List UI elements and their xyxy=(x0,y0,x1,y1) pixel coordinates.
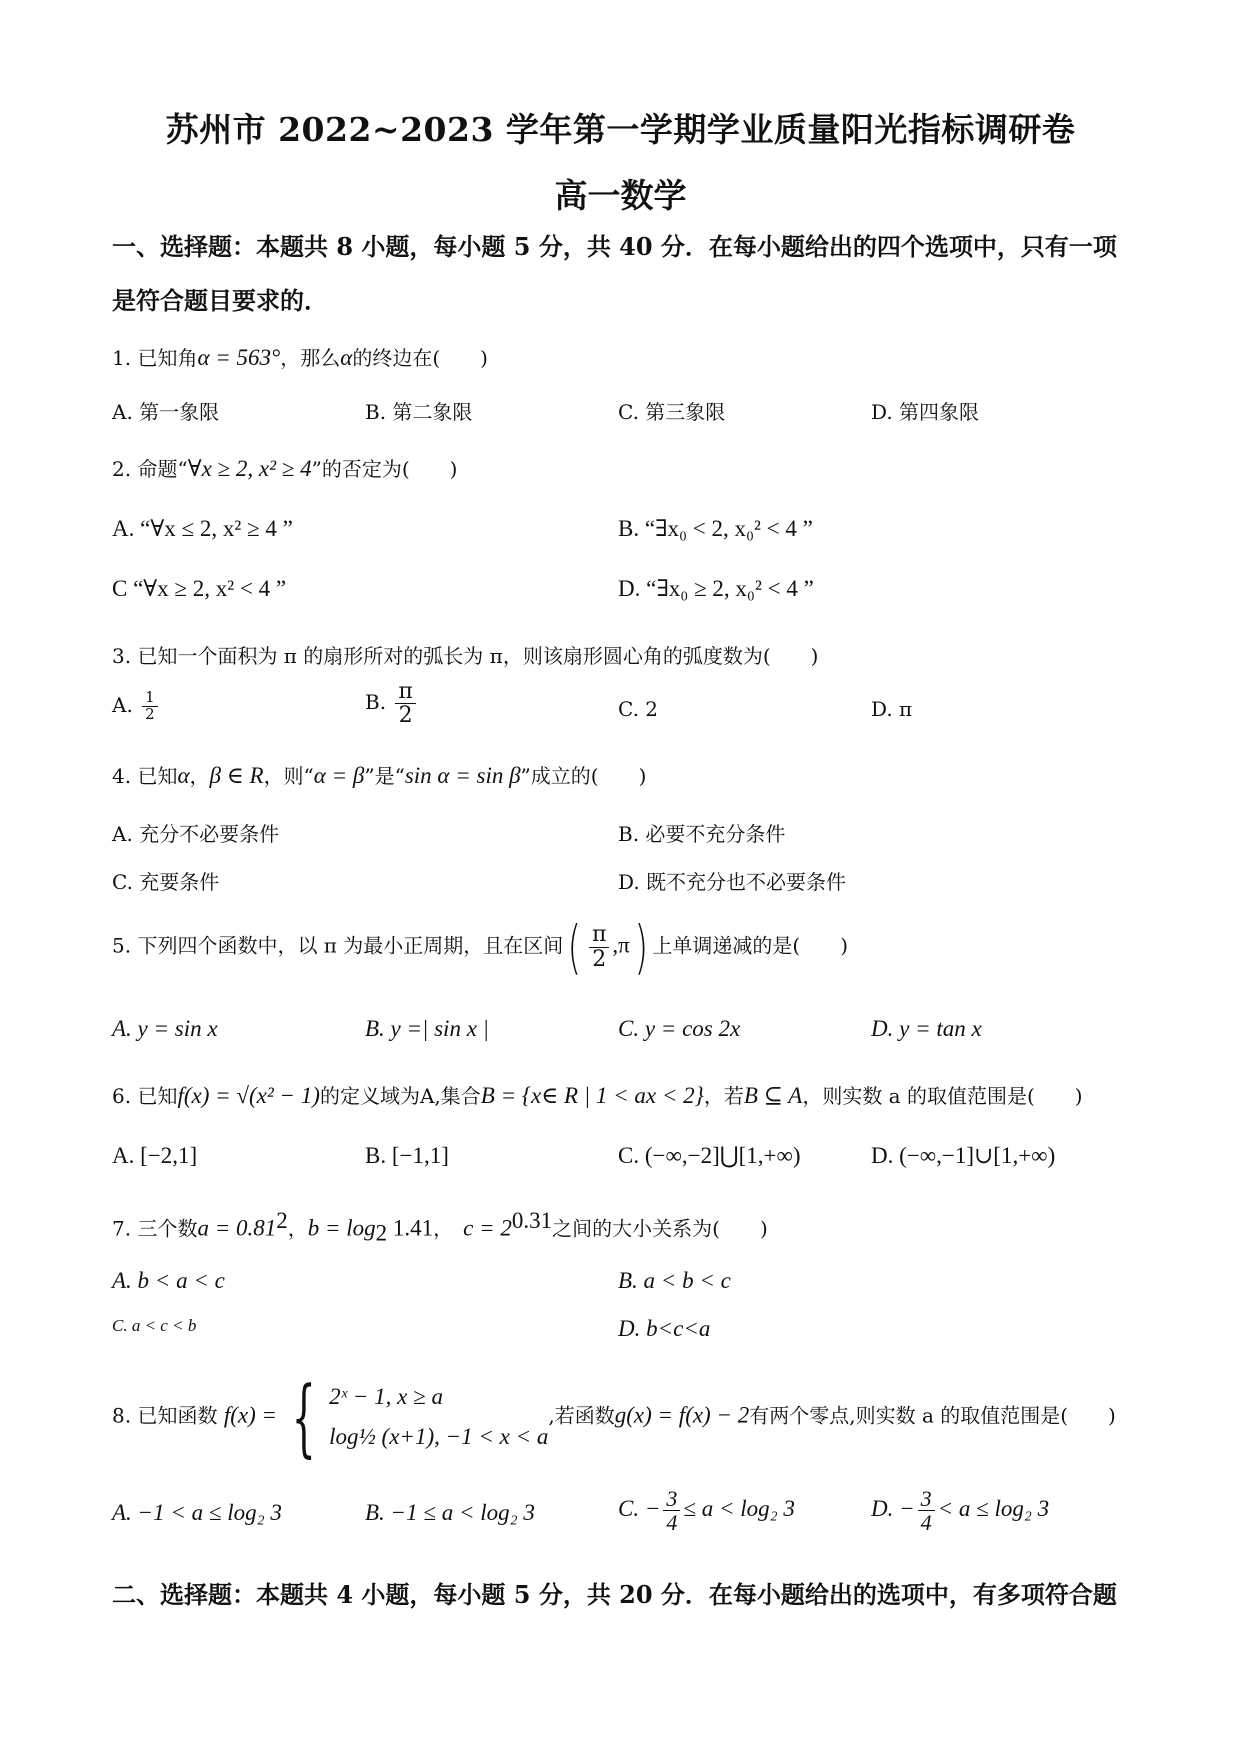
q6-option-c: C. (−∞,−2]⋃[1,+∞) xyxy=(618,1143,801,1168)
fraction: $\frac{1}{2}$ xyxy=(142,690,158,723)
q3-option-d: D. π xyxy=(871,697,913,721)
q5-option-a: A. y = sin x xyxy=(112,1016,218,1041)
q8-option-c: C. − $\frac{3}{4}$ ≤ a < log₂ 3 xyxy=(618,1486,795,1536)
q8-option-a: A. −1 < a ≤ log₂ 3 xyxy=(112,1500,282,1525)
q2-option-b: B. “∃x₀ < 2, x₀² < 4 ” xyxy=(618,516,813,541)
q2-option-d: D. “∃x₀ ≥ 2, x₀² < 4 ” xyxy=(618,576,814,601)
piece-row-2: log½ (x+1), −1 < x < a xyxy=(329,1424,549,1449)
q5-option-b: B. y =| sin x | xyxy=(365,1016,489,1041)
q8-option-b: B. −1 ≤ a < log₂ 3 xyxy=(365,1500,535,1525)
question-5: 5. 下列四个函数中，以 π 为最小正周期，且在区间( $\frac{\pi}{2}$ ,π) 上单调递减的是( ) xyxy=(112,913,849,981)
piecewise-function: { 2ˣ − 1, x ≥ a log½ (x+1), −1 < x < a xyxy=(292,1368,549,1466)
q4-option-d: D. 既不充分也不必要条件 xyxy=(618,870,847,894)
q2-option-a: A. “∀x ≤ 2, x² ≥ 4 ” xyxy=(112,516,293,541)
q3-option-c: C. 2 xyxy=(618,697,659,721)
section-1-header-line1: 一、选择题：本题共 8 小题，每小题 5 分，共 40 分．在每小题给出的四个选项中，只有一项 xyxy=(112,232,1117,261)
fraction: $\frac{\pi}{2}$ xyxy=(589,923,609,970)
math-expression: ∀x ≥ 2, x² ≥ 4 xyxy=(187,456,312,481)
q6-option-b: B. [−1,1] xyxy=(365,1143,449,1168)
math-expression: α = 563° xyxy=(197,345,281,370)
q5-option-c: C. y = cos 2x xyxy=(618,1016,741,1041)
q1-option-b: B. 第二象限 xyxy=(365,400,473,424)
q7-option-b: B. a < b < c xyxy=(618,1268,731,1293)
question-7: 7. 三个数$a = 0.81^2$，$b = \log_2 1.41$， $c = 2^{0.31}$之间的大小关系为( ) xyxy=(112,1208,768,1246)
question-1: 1. 已知角α = 563°，那么α的终边在( ) xyxy=(112,345,488,370)
q4-option-c: C. 充要条件 xyxy=(112,870,220,894)
fraction: $\frac{\pi}{2}$ xyxy=(395,680,415,727)
q8-option-d: D. − $\frac{3}{4}$ < a ≤ log₂ 3 xyxy=(871,1486,1050,1536)
q6-option-d: D. (−∞,−1]∪[1,+∞) xyxy=(871,1143,1056,1168)
exam-title: 苏州市 2022~2023 学年第一学期学业质量阳光指标调研卷 xyxy=(165,110,1076,149)
section-2-header-line1: 二、选择题：本题共 4 小题，每小题 5 分，共 20 分．在每小题给出的选项中，有多项符合题 xyxy=(112,1580,1117,1609)
question-8: 8. 已知函数 f(x) = { 2ˣ − 1, x ≥ a log½ (x+1), −1 < x < a ,若函数g(x) = f(x) − 2有两个零点,则实数 a 的取值范围是( ) xyxy=(112,1368,1116,1466)
q4-option-a: A. 充分不必要条件 xyxy=(112,822,280,846)
fraction: $\frac{3}{4}$ xyxy=(918,1487,935,1534)
q5-option-d: D. y = tan x xyxy=(871,1016,982,1041)
section-1-header xyxy=(112,220,1142,328)
section-2-header xyxy=(112,1568,1142,1622)
fraction: $\frac{3}{4}$ xyxy=(663,1487,680,1534)
q7-option-a: A. b < a < c xyxy=(112,1268,225,1293)
question-2: 2. 命题“∀x ≥ 2, x² ≥ 4”的否定为( ) xyxy=(112,456,458,481)
question-6: 6. 已知f(x) = √(x² − 1)的定义域为A,集合B = {x∈ R | 1 < ax < 2}，若B ⊆ A，则实数 a 的取值范围是( ) xyxy=(112,1083,1083,1108)
exam-subtitle: 高一数学 xyxy=(554,176,687,215)
q1-option-c: C. 第三象限 xyxy=(618,400,726,424)
q3-option-a: A. $\frac{1}{2}$ xyxy=(112,690,161,723)
piece-row-1: 2ˣ − 1, x ≥ a xyxy=(329,1384,444,1409)
question-4: 4. 已知α，β ∈ R，则“α = β”是“sin α = sin β”成立的( ) xyxy=(112,763,647,788)
q4-option-b: B. 必要不充分条件 xyxy=(618,822,786,846)
q2-option-c: C “∀x ≥ 2, x² < 4 ” xyxy=(112,576,287,601)
q7-option-c: C. a < c < b xyxy=(112,1316,197,1335)
q1-option-a: A. 第一象限 xyxy=(112,400,220,424)
q7-option-d: D. b<c<a xyxy=(618,1316,711,1341)
q3-option-b: B. $\frac{\pi}{2}$ xyxy=(365,680,419,727)
section-1-header-line2: 是符合题目要求的． xyxy=(112,286,328,315)
question-3: 3. 已知一个面积为 π 的扇形所对的弧长为 π，则该扇形圆心角的弧度数为( ) xyxy=(112,644,819,668)
q1-option-d: D. 第四象限 xyxy=(871,400,980,424)
q6-option-a: A. [−2,1] xyxy=(112,1143,198,1168)
